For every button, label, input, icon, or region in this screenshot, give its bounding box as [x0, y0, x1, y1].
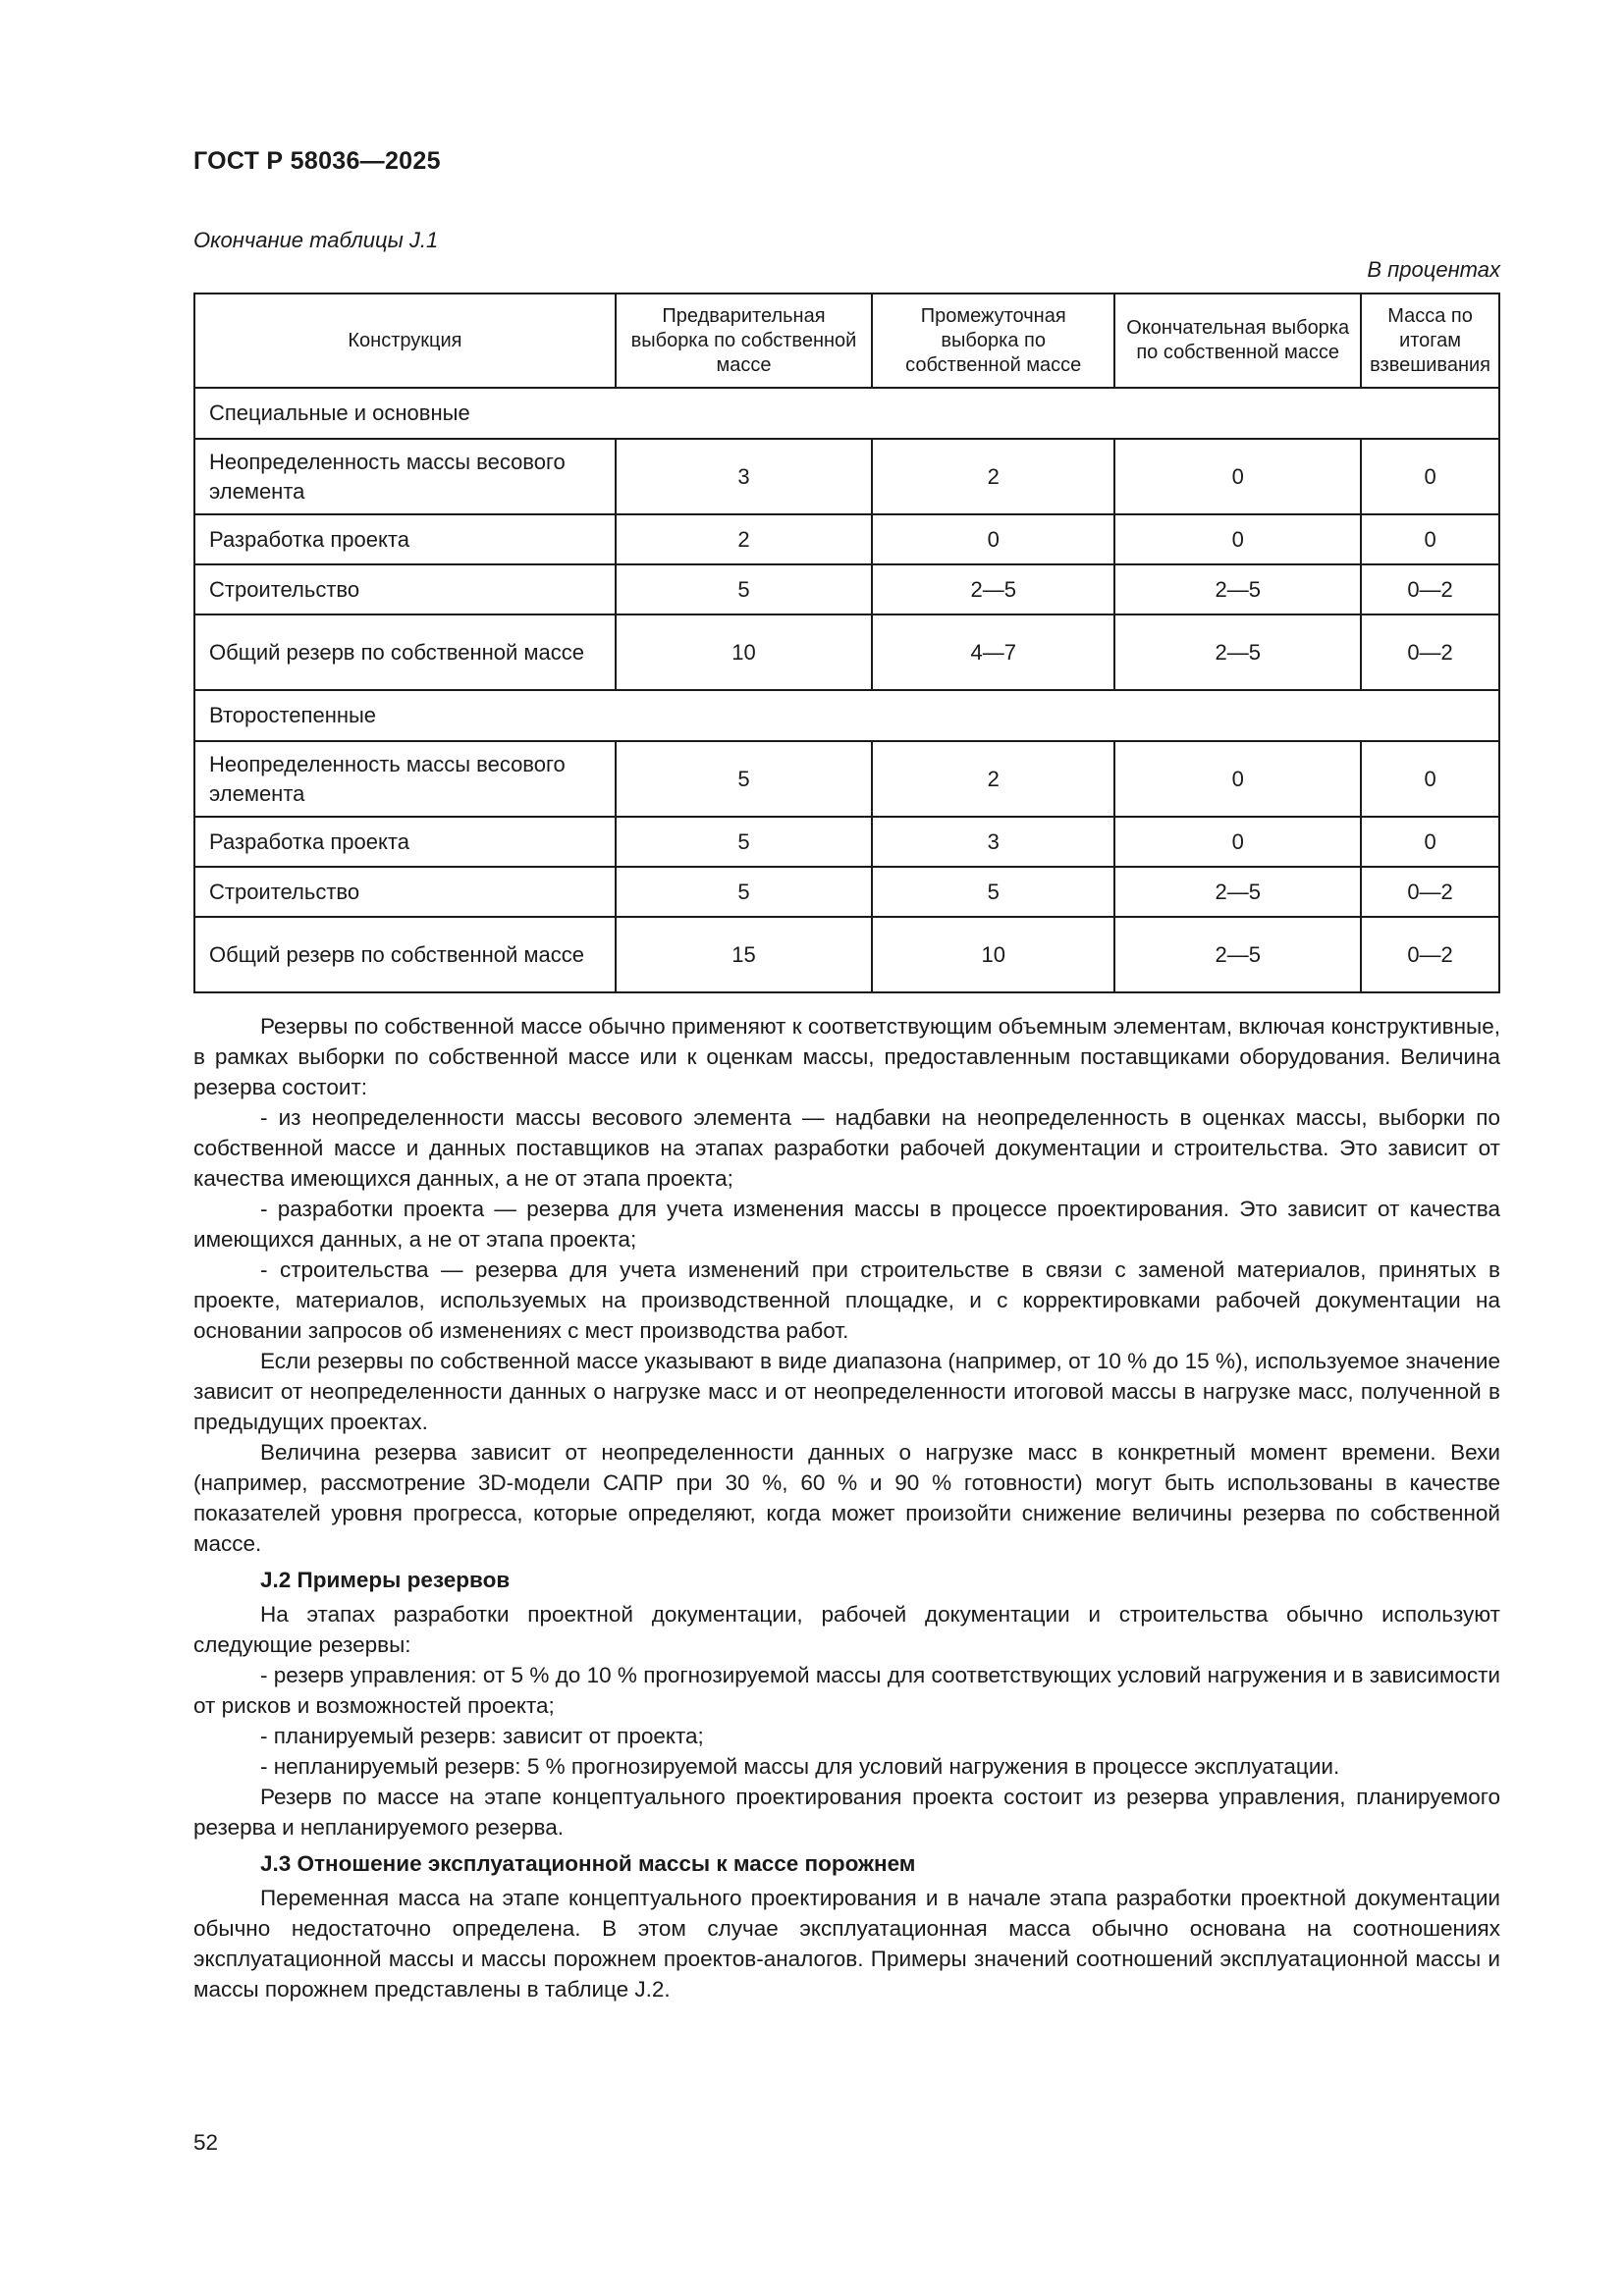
cell-value: 2 — [872, 741, 1114, 817]
page-number: 52 — [193, 2130, 219, 2155]
row-label: Неопределенность массы весового элемента — [194, 439, 616, 514]
list-item: - из неопределенности массы весового элемента — надбавки на неопределенность в оценках массы, выборки по собственной массе и данных поставщиков на этапах разработки рабочей документации и строительства. Это зависит от качества имеющихся данных, а не от этапа проекта; — [193, 1105, 1500, 1191]
cell-value: 5 — [616, 741, 872, 817]
cell-value: 0 — [1114, 439, 1361, 514]
cell-value: 0 — [1114, 741, 1361, 817]
section-heading: J.3 Отношение эксплуатационной массы к массе порожнем — [260, 1851, 916, 1876]
table-units: В процентах — [1367, 257, 1500, 282]
cell-value: 2 — [872, 439, 1114, 514]
list-item: - планируемый резерв: зависит от проекта; — [260, 1724, 704, 1748]
cell-value: 2—5 — [1114, 564, 1361, 614]
cell-value: 2—5 — [872, 564, 1114, 614]
cell-value: 3 — [872, 817, 1114, 867]
cell-value: 10 — [872, 917, 1114, 992]
section-title: Специальные и основные — [194, 388, 1499, 439]
section-heading: J.2 Примеры резервов — [260, 1568, 511, 1592]
row-label: Неопределенность массы весового элемента — [194, 741, 616, 817]
paragraph: Резервы по собственной массе обычно применяют к соответствующим объемным элементам, включая конструктивные, в рамках выборки по собственной массе или к оценкам массы, предоставленным поставщиками оборудования. Величина резерва состоит: — [193, 1014, 1500, 1099]
cell-value: 2 — [616, 514, 872, 564]
cell-value: 0 — [1361, 817, 1499, 867]
reserve-table — [193, 293, 1500, 993]
body-text — [193, 1011, 1500, 2004]
cell-value: 15 — [616, 917, 872, 992]
document-code: ГОСТ Р 58036—2025 — [193, 147, 441, 175]
cell-value: 2—5 — [1114, 614, 1361, 690]
row-label: Общий резерв по собственной массе — [194, 614, 616, 690]
list-item: - строительства — резерва для учета изменений при строительстве в связи с заменой материалов, принятых в проекте, материалов, используемых на производственной площадке, и с корректировками рабочей документации на основании запросов об изменениях с мест производства работ. — [193, 1257, 1500, 1343]
row-label: Разработка проекта — [194, 817, 616, 867]
cell-value: 0 — [1114, 817, 1361, 867]
table-header-row — [194, 294, 1499, 388]
cell-value: 2—5 — [1114, 867, 1361, 917]
table-row — [194, 867, 1499, 917]
paragraph: Если резервы по собственной массе указывают в виде диапазона (например, от 10 % до 15 %), используемое значение зависит от неопределенности данных о нагрузке масс и от неопределенности итоговой массы в нагрузке масс, полученной в предыдущих проектах. — [193, 1349, 1500, 1434]
cell-value: 5 — [616, 564, 872, 614]
column-header-final: Окончательная выборка по собственной массе — [1114, 294, 1361, 388]
paragraph: Резерв по массе на этапе концептуального проектирования проекта состоит из резерва управления, планируемого резерва и непланируемого резерва. — [193, 1785, 1500, 1840]
cell-value: 0—2 — [1361, 564, 1499, 614]
cell-value: 0 — [1361, 514, 1499, 564]
row-label: Строительство — [194, 867, 616, 917]
column-header-intermediate: Промежуточная выборка по собственной массе — [872, 294, 1114, 388]
cell-value: 3 — [616, 439, 872, 514]
cell-value: 0—2 — [1361, 867, 1499, 917]
cell-value: 0 — [1361, 439, 1499, 514]
cell-value: 0—2 — [1361, 614, 1499, 690]
column-header-construction: Конструкция — [194, 294, 616, 388]
row-label: Общий резерв по собственной массе — [194, 917, 616, 992]
column-header-weighing: Масса по итогам взвешивания — [1361, 294, 1499, 388]
cell-value: 5 — [872, 867, 1114, 917]
column-header-preliminary: Предварительная выборка по собственной массе — [616, 294, 872, 388]
table-row — [194, 817, 1499, 867]
paragraph: Величина резерва зависит от неопределенности данных о нагрузке масс в конкретный момент времени. Вехи (например, рассмотрение 3D-модели САПР при 30 %, 60 % и 90 % готовности) могут быть использованы в качестве показателей уровня прогресса, которые определяют, когда может произойти снижение величины резерва по собственной массе. — [193, 1440, 1500, 1556]
cell-value: 5 — [616, 867, 872, 917]
cell-value: 4—7 — [872, 614, 1114, 690]
list-item: - непланируемый резерв: 5 % прогнозируемой массы для условий нагружения в процессе эксплуатации. — [260, 1754, 1340, 1779]
table-row — [194, 564, 1499, 614]
table-row — [194, 741, 1499, 817]
paragraph: На этапах разработки проектной документации, рабочей документации и строительства обычно используют следующие резервы: — [193, 1602, 1500, 1657]
row-label: Строительство — [194, 564, 616, 614]
table-row — [194, 439, 1499, 514]
section-title: Второстепенные — [194, 690, 1499, 741]
cell-value: 0—2 — [1361, 917, 1499, 992]
cell-value: 0 — [1114, 514, 1361, 564]
table-section-row — [194, 690, 1499, 741]
list-item: - резерв управления: от 5 % до 10 % прогнозируемой массы для соответствующих условий нагружения и в зависимости от рисков и возможностей проекта; — [193, 1663, 1500, 1718]
table-row — [194, 614, 1499, 690]
table-row — [194, 514, 1499, 564]
table-section-row — [194, 388, 1499, 439]
cell-value: 10 — [616, 614, 872, 690]
table-caption: Окончание таблицы J.1 — [193, 228, 439, 252]
list-item: - разработки проекта — резерва для учета изменения массы в процессе проектирования. Это зависит от качества имеющихся данных, а не от этапа проекта; — [193, 1197, 1500, 1252]
paragraph: Переменная масса на этапе концептуального проектирования и в начале этапа разработки проектной документации обычно недостаточно определена. В этом случае эксплуатационная масса обычно основана на соотношениях эксплуатационной массы и массы порожнем проектов-аналогов. Примеры значений соотношений эксплуатационной массы и массы порожнем представлены в таблице J.2. — [193, 1886, 1500, 2002]
row-label: Разработка проекта — [194, 514, 616, 564]
cell-value: 0 — [872, 514, 1114, 564]
table-row — [194, 917, 1499, 992]
cell-value: 0 — [1361, 741, 1499, 817]
cell-value: 2—5 — [1114, 917, 1361, 992]
cell-value: 5 — [616, 817, 872, 867]
